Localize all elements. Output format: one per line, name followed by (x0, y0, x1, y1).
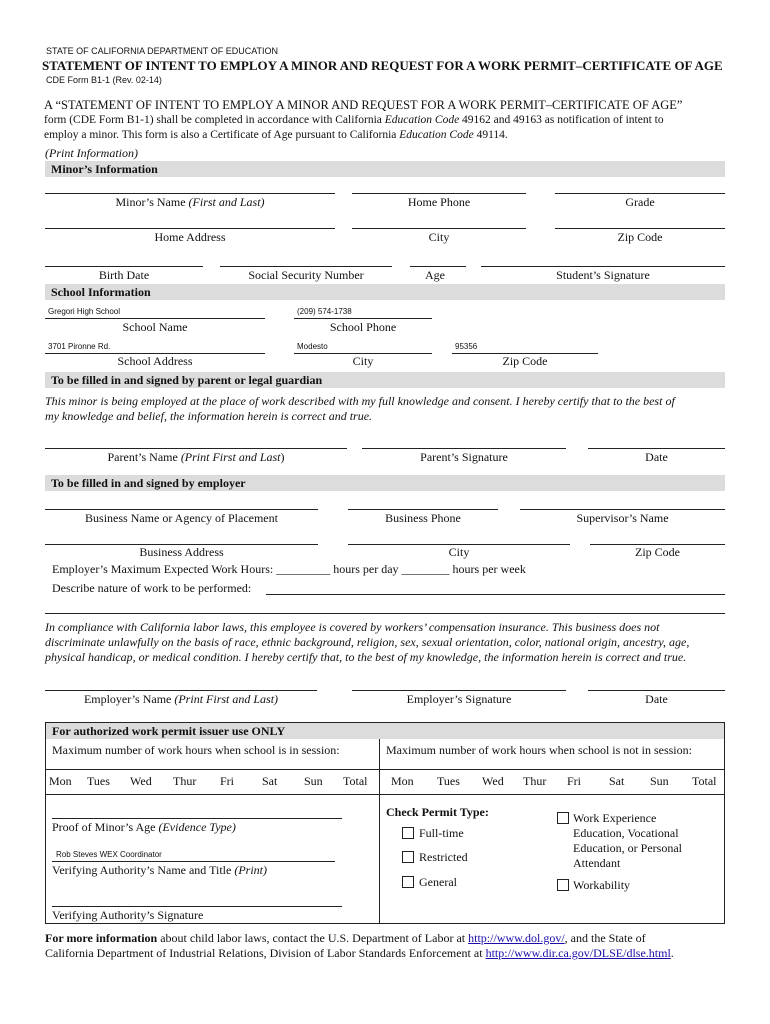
supervisor-name-label: Supervisor’s Name (576, 511, 669, 525)
day-wed-ns[interactable]: Wed (482, 774, 504, 788)
nature-of-work-field-2[interactable] (45, 613, 725, 614)
restricted-label: Restricted (419, 850, 468, 864)
general-label: General (419, 875, 457, 889)
day-thur-ns[interactable]: Thur (523, 774, 547, 788)
employer-signature-label: Employer’s Signature (406, 692, 512, 706)
minor-city-label: City (428, 230, 450, 244)
permit-type-label: Check Permit Type: (386, 805, 489, 819)
verifier-signature-field[interactable] (52, 906, 342, 907)
department-name: STATE OF CALIFORNIA DEPARTMENT OF EDUCATION (46, 46, 279, 56)
business-zip-label: Zip Code (635, 545, 680, 559)
business-phone-field[interactable] (348, 509, 498, 510)
issuer-days-divider-left (46, 794, 379, 795)
parent-consent-statement: This minor is being employed at the place of work described with my full knowledge and consent. I hereby certify that to the best of my knowledge and belief, the information herein is correct and true. (45, 394, 675, 423)
footer-lead: For more information (45, 931, 158, 945)
ssn-field[interactable] (220, 266, 392, 267)
workability-label: Workability (573, 878, 631, 892)
general-checkbox[interactable] (402, 876, 414, 888)
nature-of-work-label: Describe nature of work to be performed: (52, 581, 252, 595)
home-phone-field[interactable] (352, 193, 526, 194)
business-phone-label: Business Phone (385, 511, 461, 525)
school-zip-label: Zip Code (502, 354, 548, 368)
school-name-value[interactable]: Gregori High School (48, 307, 121, 316)
business-name-label: Business Name or Agency of Placement (85, 511, 278, 525)
minor-city-field[interactable] (352, 228, 526, 229)
intro-line-1: A “STATEMENT OF INTENT TO EMPLOY A MINOR AND REQUEST FOR A WORK PERMIT–CERTIFICATE OF AGE” (44, 98, 683, 112)
form-number: CDE Form B1-1 (Rev. 02-14) (46, 75, 162, 85)
ssn-label: Social Security Number (248, 268, 364, 282)
age-label: Age (425, 268, 445, 282)
dir-link[interactable]: http://www.dir.ca.gov/DLSE/dlse.html (485, 946, 671, 960)
age-field[interactable] (410, 266, 466, 267)
parent-section-header: To be filled in and signed by parent or legal guardian (45, 372, 725, 388)
minor-zip-label: Zip Code (617, 230, 663, 244)
minor-name-label: Minor’s Name (First and Last) (115, 195, 265, 209)
intro-line-3: employ a minor. This form is also a Certificate of Age pursuant to California Education Code 49114. (44, 129, 508, 141)
employer-date-label: Date (645, 692, 668, 706)
day-total[interactable]: Total (343, 774, 368, 788)
verifier-value[interactable]: Rob Steves WEX Coordinator (56, 850, 162, 859)
school-phone-value[interactable]: (209) 574-1738 (297, 307, 352, 316)
workability-checkbox[interactable] (557, 879, 569, 891)
business-address-label: Business Address (139, 545, 224, 559)
business-name-field[interactable] (45, 509, 318, 510)
school-city-value[interactable]: Modesto (297, 342, 328, 351)
school-name-line (45, 318, 265, 319)
parent-name-field[interactable] (45, 448, 347, 449)
work-experience-checkbox[interactable] (557, 812, 569, 824)
minor-zip-field[interactable] (555, 228, 725, 229)
school-city-label: City (352, 354, 374, 368)
parent-date-label: Date (645, 450, 668, 464)
issuer-divider (379, 739, 380, 923)
footer-info: For more information about child labor laws, contact the U.S. Department of Labor at http://www.dol.gov/, and the State of California Department of Industrial Relations, Division of Labor Standards Enforcement at http://www.dir.ca.gov/DLSE/dlse.html. (45, 931, 674, 960)
day-mon-ns[interactable]: Mon (391, 774, 414, 788)
full-time-checkbox[interactable] (402, 827, 414, 839)
home-address-field[interactable] (45, 228, 335, 229)
parent-signature-label: Parent’s Signature (420, 450, 508, 464)
school-phone-label: School Phone (329, 320, 397, 334)
nature-of-work-field[interactable] (266, 594, 725, 595)
parent-name-label: Parent’s Name (Print First and Last) (107, 450, 285, 464)
day-sat[interactable]: Sat (262, 774, 278, 788)
student-signature-field[interactable] (481, 266, 725, 267)
supervisor-name-field[interactable] (520, 509, 725, 510)
full-time-label: Full-time (419, 826, 464, 840)
issuer-row-divider-right (379, 769, 724, 770)
employer-section-header: To be filled in and signed by employer (45, 475, 725, 491)
birth-date-label: Birth Date (98, 268, 150, 282)
day-sun-ns[interactable]: Sun (650, 774, 669, 788)
employer-date-field[interactable] (588, 690, 725, 691)
school-address-value[interactable]: 3701 Pironne Rd. (48, 342, 111, 351)
day-tues-ns[interactable]: Tues (437, 774, 460, 788)
verifier-name-label: Verifying Authority’s Name and Title (Print) (52, 863, 267, 877)
intro-paragraph (44, 98, 734, 143)
print-info-note: (Print Information) (45, 146, 138, 160)
employer-name-field[interactable] (45, 690, 317, 691)
grade-field[interactable] (555, 193, 725, 194)
school-name-label: School Name (122, 320, 188, 334)
not-in-session-label: Maximum number of work hours when school is not in session: (386, 743, 692, 757)
home-address-label: Home Address (154, 230, 226, 244)
employer-signature-field[interactable] (352, 690, 566, 691)
form-title: STATEMENT OF INTENT TO EMPLOY A MINOR AND REQUEST FOR A WORK PERMIT–CERTIFICATE OF AGE (42, 58, 723, 73)
intro-line-2: form (CDE Form B1-1) shall be completed in accordance with California Education Code 49162 and 49163 as notification of intent to (44, 114, 664, 126)
parent-date-field[interactable] (588, 448, 725, 449)
work-experience-label: Work Experience Education, Vocational Education, or Personal Attendant (573, 811, 682, 870)
school-address-label: School Address (117, 354, 193, 368)
school-zip-value[interactable]: 95356 (455, 342, 478, 351)
day-thur[interactable]: Thur (173, 774, 197, 788)
day-wed[interactable]: Wed (130, 774, 152, 788)
employer-name-label: Employer’s Name (Print First and Last) (83, 692, 279, 706)
proof-of-age-label: Proof of Minor’s Age (Evidence Type) (52, 820, 236, 834)
minor-name-field[interactable] (45, 193, 335, 194)
dol-link[interactable]: http://www.dol.gov/ (468, 931, 565, 945)
day-mon[interactable]: Mon (49, 774, 72, 788)
issuer-row-divider-left (46, 769, 379, 770)
compliance-statement: In compliance with California labor laws, this employee is covered by workers’ compensation insurance. This business does not discriminate unlawfully on the basis of race, ethnic background, religion, sex, sexual orientation, color, national origin, ancestry, age, physical handicap, or medical condition. I hereby certify that, to the best of my knowledge, the information herein is correct and true. (45, 620, 690, 664)
issuer-days-divider-right (379, 794, 724, 795)
school-phone-line (294, 318, 432, 319)
parent-signature-field[interactable] (362, 448, 566, 449)
grade-label: Grade (625, 195, 655, 209)
minor-section-header: Minor’s Information (45, 161, 725, 177)
verifier-name-line (52, 861, 335, 862)
verifier-signature-label: Verifying Authority’s Signature (52, 908, 204, 922)
birth-date-field[interactable] (45, 266, 203, 267)
restricted-checkbox[interactable] (402, 851, 414, 863)
business-city-label: City (448, 545, 470, 559)
in-session-label: Maximum number of work hours when school is in session: (52, 743, 340, 757)
day-sat-ns[interactable]: Sat (609, 774, 625, 788)
student-signature-label: Student’s Signature (556, 268, 650, 282)
day-tues[interactable]: Tues (87, 774, 110, 788)
max-hours-line[interactable]: Employer’s Maximum Expected Work Hours: _________ hours per day ________ hours per week (52, 562, 526, 576)
issuer-section-header: For authorized work permit issuer use ONLY (46, 723, 724, 739)
home-phone-label: Home Phone (407, 195, 471, 209)
day-fri[interactable]: Fri (220, 774, 235, 788)
school-section-header: School Information (45, 284, 725, 300)
day-total-ns[interactable]: Total (692, 774, 717, 788)
day-fri-ns[interactable]: Fri (567, 774, 582, 788)
proof-of-age-field[interactable] (52, 818, 342, 819)
day-sun[interactable]: Sun (304, 774, 323, 788)
